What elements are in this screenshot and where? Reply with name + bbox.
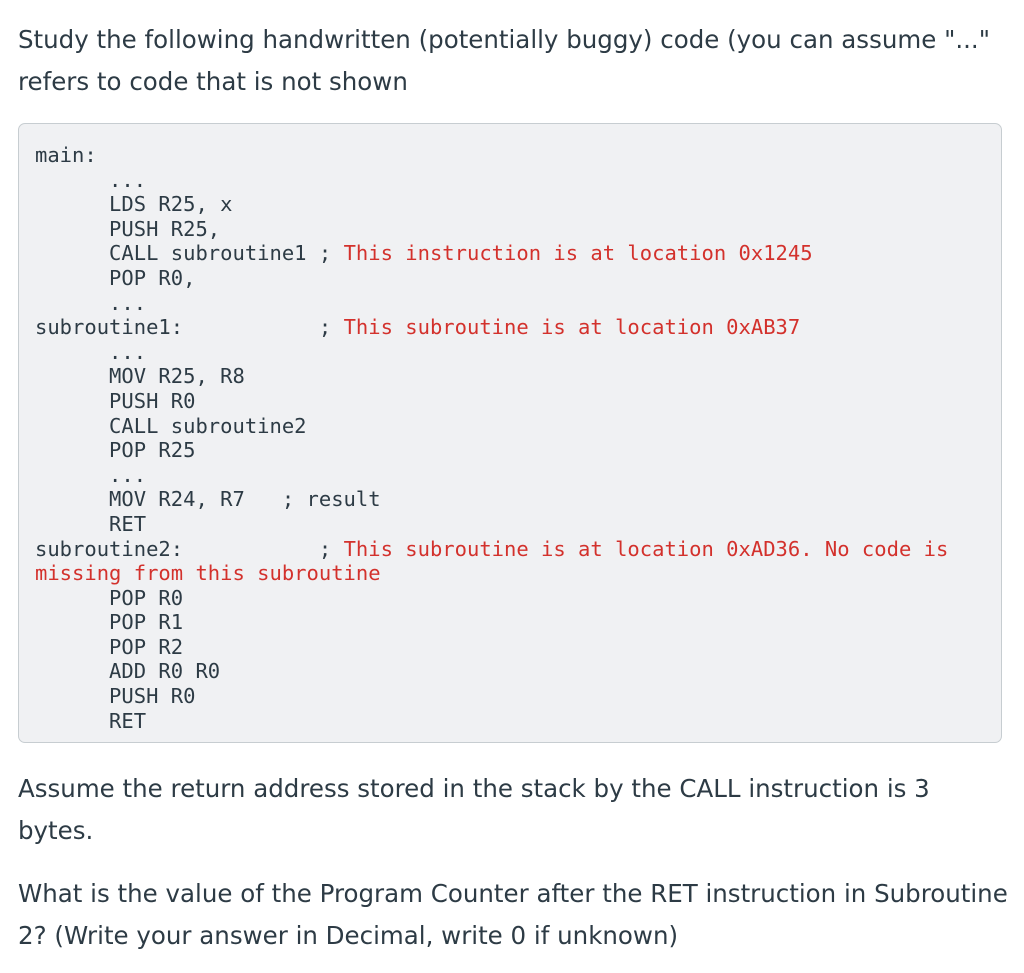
code-line: [35, 635, 948, 660]
code-line: [35, 684, 948, 709]
code-line: [35, 241, 948, 266]
code-text: PUSH R0: [35, 684, 196, 709]
code-text: ADD R0 R0: [35, 659, 221, 684]
code-text: subroutine2: ;: [35, 536, 344, 561]
code-line: [35, 168, 948, 193]
question-paragraph: What is the value of the Program Counter after the RET instruction in Subroutine 2? (Write your answer in Decimal, write 0 if unknown): [18, 879, 1008, 950]
code-text: MOV R25, R8: [35, 364, 245, 389]
code-line: [35, 414, 948, 439]
code-text: PUSH R25,: [35, 216, 221, 241]
code-listing: [35, 143, 948, 733]
code-text: MOV R24, R7 ; result: [35, 487, 381, 512]
code-line: [35, 438, 948, 463]
code-text: RET: [35, 511, 147, 536]
code-line: [35, 340, 948, 365]
code-text: main:: [35, 143, 97, 167]
code-text: ...: [35, 339, 147, 364]
code-line: [35, 561, 948, 586]
code-text: PUSH R0: [35, 388, 196, 413]
code-text: POP R0,: [35, 265, 196, 290]
code-line: [35, 291, 948, 316]
code-comment: This instruction is at location 0x1245: [343, 241, 813, 266]
code-text: CALL subroutine1 ;: [35, 241, 344, 266]
code-line: [35, 364, 948, 389]
code-text: ...: [35, 167, 147, 192]
code-line: [35, 389, 948, 414]
code-line: [35, 512, 948, 537]
code-text: POP R2: [35, 634, 184, 659]
code-line: [35, 266, 948, 291]
code-line: [35, 586, 948, 611]
code-line: [35, 463, 948, 488]
code-line: [35, 217, 948, 242]
code-block: [18, 123, 1002, 743]
code-text: RET: [35, 708, 147, 733]
code-line: [35, 315, 948, 340]
code-line: [35, 487, 948, 512]
code-comment: This subroutine is at location 0xAB37: [343, 315, 801, 340]
code-text: subroutine1: ;: [35, 315, 344, 340]
code-text: POP R25: [35, 438, 196, 463]
code-text: ...: [35, 462, 147, 487]
code-line: [35, 709, 948, 734]
code-comment: This subroutine is at location 0xAD36. No code is: [343, 536, 949, 561]
code-text: POP R1: [35, 610, 184, 635]
code-text: ...: [35, 290, 147, 315]
code-comment: missing from this subroutine: [35, 561, 381, 586]
code-text: CALL subroutine2: [35, 413, 307, 438]
code-line: [35, 143, 948, 168]
code-line: [35, 537, 948, 562]
intro-paragraph: Study the following handwritten (potentially buggy) code (you can assume "..." refers to code that is not shown: [18, 25, 990, 96]
code-line: [35, 192, 948, 217]
code-line: [35, 659, 948, 684]
code-text: POP R0: [35, 585, 184, 610]
code-line: [35, 610, 948, 635]
code-text: LDS R25, x: [35, 192, 233, 217]
assumption-paragraph: Assume the return address stored in the stack by the CALL instruction is 3 bytes.: [18, 774, 930, 845]
